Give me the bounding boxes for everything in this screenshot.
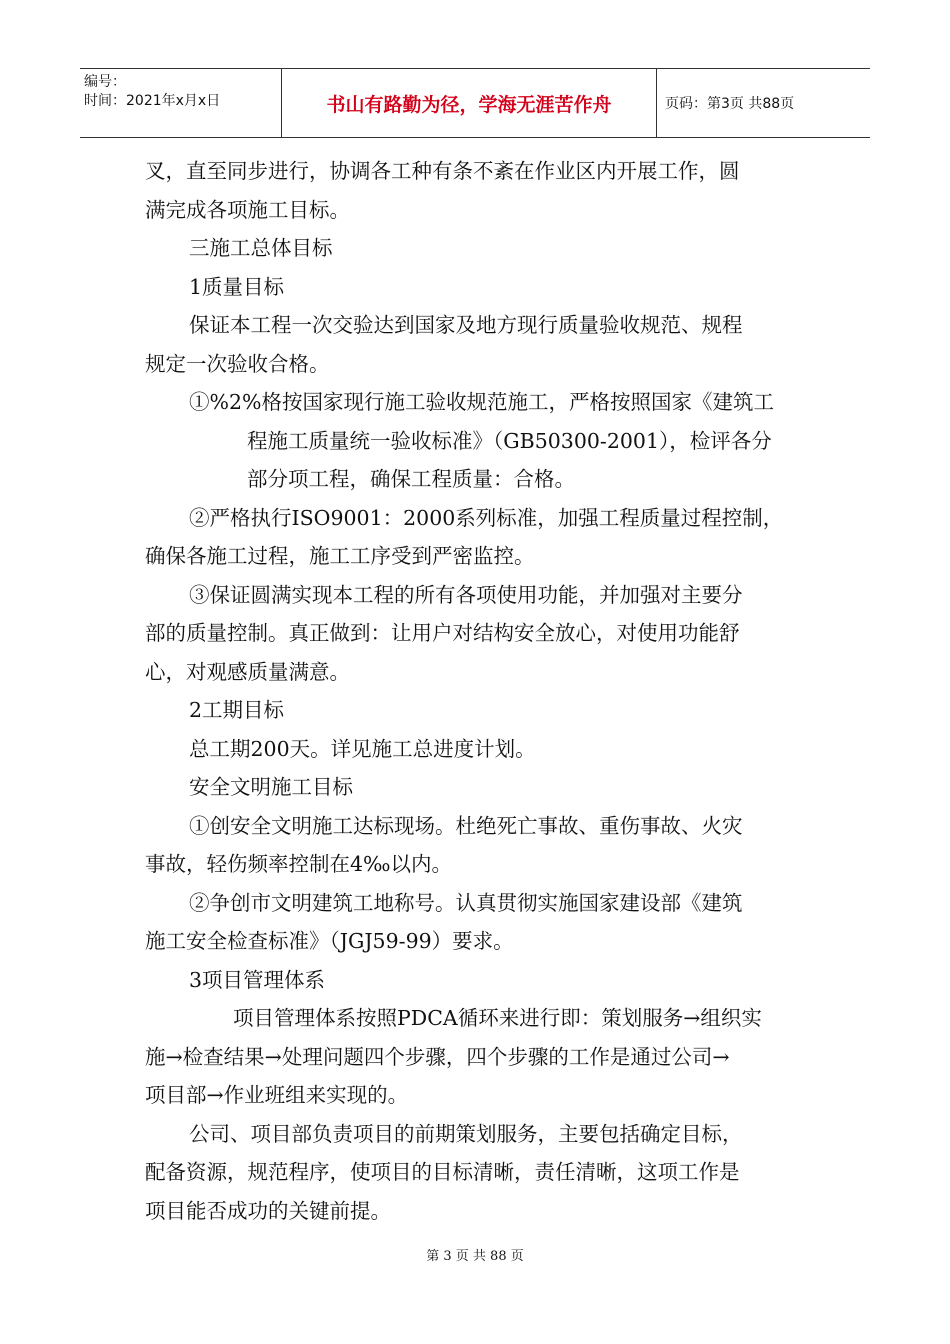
text-line: ②争创市文明建筑工地称号。认真贯彻实施国家建设部《建筑 <box>189 890 743 915</box>
text-line: 施→检查结果→处理问题四个步骤，四个步骤的工作是通过公司→ <box>145 1044 730 1069</box>
text-line: 保证本工程一次交验达到国家及地方现行质量验收规范、规程 <box>189 313 743 337</box>
time-label: 时间：2021年x月x日 <box>84 93 221 109</box>
text-line: 规定一次验收合格。 <box>145 351 330 376</box>
text-line: 施工安全检查标准》（JGJ59-99）要求。 <box>145 929 514 953</box>
text-line: ①%2%格按国家现行施工验收规范施工，严格按照国家《建筑工 <box>189 390 774 414</box>
text-line: 叉，直至同步进行，协调各工种有条不紊在作业区内开展工作，圆 <box>145 159 740 183</box>
text-line: 公司、项目部负责项目的前期策划服务，主要包括确定目标， <box>189 1121 743 1146</box>
page-footer: 第 3 页 共 88 页 <box>426 1249 524 1264</box>
header-motto: 书山有路勤为径，学海无涯苦作舟 <box>282 69 657 137</box>
text-line: 部的质量控制。真正做到：让用户对结构安全放心，对使用功能舒 <box>145 621 740 645</box>
text-line: 三施工总体目标 <box>189 236 333 260</box>
text-line: ③保证圆满实现本工程的所有各项使用功能，并加强对主要分 <box>189 582 743 607</box>
text-line: 项目管理体系按照PDCA循环来进行即：策划服务→组织实 <box>233 1006 762 1030</box>
number-label: 编号： <box>84 74 126 90</box>
text-line: 确保各施工过程，施工工序受到严密监控。 <box>145 544 535 568</box>
text-line: 2工期目标 <box>189 698 285 722</box>
text-line: 项目部→作业班组来实现的。 <box>145 1083 409 1107</box>
header-page-info: 页码：第3页 共88页 <box>665 96 795 112</box>
text-line: 3项目管理体系 <box>189 967 326 992</box>
header-meta <box>80 69 282 137</box>
text-line: 部分项工程，确保工程质量：合格。 <box>247 467 575 491</box>
page-header <box>80 68 870 138</box>
text-line: 满完成各项施工目标。 <box>145 197 350 222</box>
text-line: 事故，轻伤频率控制在4‰以内。 <box>145 852 453 876</box>
text-line: ①创安全文明施工达标现场。杜绝死亡事故、重伤事故、火灾 <box>189 813 743 838</box>
text-line: 心，对观感质量满意。 <box>145 659 350 684</box>
text-line: 程施工质量统一验收标准》（GB50300-2001），检评各分 <box>247 428 772 453</box>
text-line: 配备资源，规范程序，使项目的目标清晰，责任清晰，这项工作是 <box>145 1160 740 1184</box>
text-line: 安全文明施工目标 <box>189 775 353 799</box>
text-line: 总工期200天。详见施工总进度计划。 <box>189 736 536 761</box>
text-line: 1质量目标 <box>189 274 285 299</box>
text-line: 项目能否成功的关键前提。 <box>145 1198 391 1223</box>
document-body <box>145 152 815 1230</box>
text-line: ②严格执行ISO9001：2000系列标准，加强工程质量过程控制， <box>189 505 784 530</box>
